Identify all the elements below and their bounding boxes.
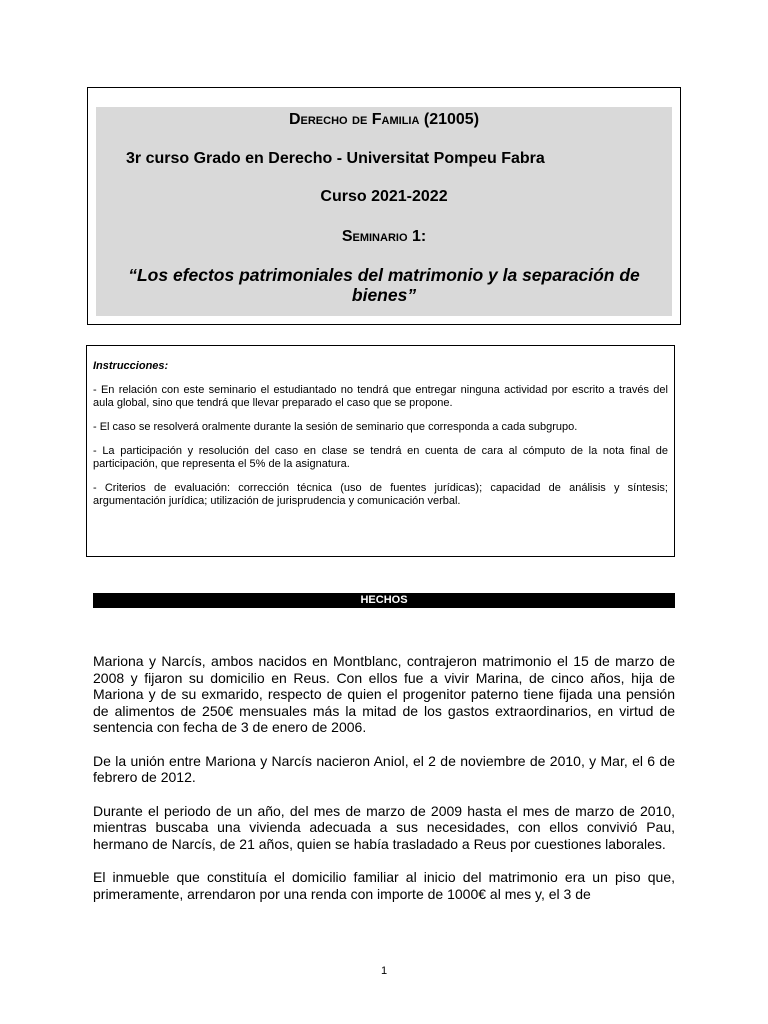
- seminar-title: “Los efectos patrimoniales del matrimonio y la separación de bienes”: [128, 265, 640, 305]
- instruction-item: - En relación con este seminario el estudiantado no tendrá que entregar ninguna actividad por escrito a través del aula global, sino que tendrá que llevar preparado el caso que se propone.: [93, 384, 668, 409]
- facts-paragraph: Durante el periodo de un año, del mes de marzo de 2009 hasta el mes de marzo de 2010, mientras buscaba una vivienda adecuada a sus necesidades, con ellos convivió Pau, hermano de Narcís, de 21 años, quien se había trasladado a Reus por cuestiones laborales.: [93, 802, 675, 852]
- instruction-item: - Criterios de evaluación: corrección técnica (uso de fuentes jurídicas); capacidad de análisis y síntesis; argumentación jurídica; utilización de jurisprudencia y comunicación verbal.: [93, 482, 668, 507]
- academic-year: Curso 2021-2022: [320, 188, 448, 205]
- instructions-title: Instrucciones:: [93, 360, 169, 372]
- facts-paragraph: El inmueble que constituía el domicilio familiar al inicio del matrimonio era un piso que, primeramente, arrendaron por una renda con importe de 1000€ al mes y, el 3 de: [93, 869, 675, 902]
- header-box: [87, 87, 681, 325]
- facts-paragraph: Mariona y Narcís, ambos nacidos en Montblanc, contrajeron matrimonio el 15 de marzo de 2008 y fijaron su domicilio en Reus. Con ellos fue a vivir Marina, de cinco años, hija de Mariona y de su exmarido, respecto de quien el progenitor paterno tiene fijada una pensión de alimentos de 250€ mensuales más la mitad de los gastos extraordinarios, en virtud de sentencia con fecha de 3 de enero de 2006.: [93, 653, 675, 735]
- instruction-item: - La participación y resolución del caso en clase se tendrá en cuenta de cara al cómputo de la nota final de participación, que representa el 5% de la asignatura.: [93, 445, 668, 470]
- instruction-item: - El caso se resolverá oralmente durante la sesión de seminario que corresponda a cada subgrupo.: [93, 421, 578, 433]
- page-number: 1: [380, 965, 388, 977]
- seminar-label: Seminario 1:: [341, 228, 427, 245]
- instructions-box: [86, 345, 675, 557]
- header-shaded-area: [96, 107, 672, 316]
- course-title: Derecho de Familia (21005): [288, 111, 480, 128]
- section-heading-hechos: HECHOS: [93, 593, 675, 608]
- program-line: 3r curso Grado en Derecho - Universitat Pompeu Fabra: [126, 150, 545, 167]
- facts-body: [93, 653, 675, 919]
- facts-paragraph: De la unión entre Mariona y Narcís nacieron Aniol, el 2 de noviembre de 2010, y Mar, el 6 de febrero de 2012.: [93, 752, 675, 785]
